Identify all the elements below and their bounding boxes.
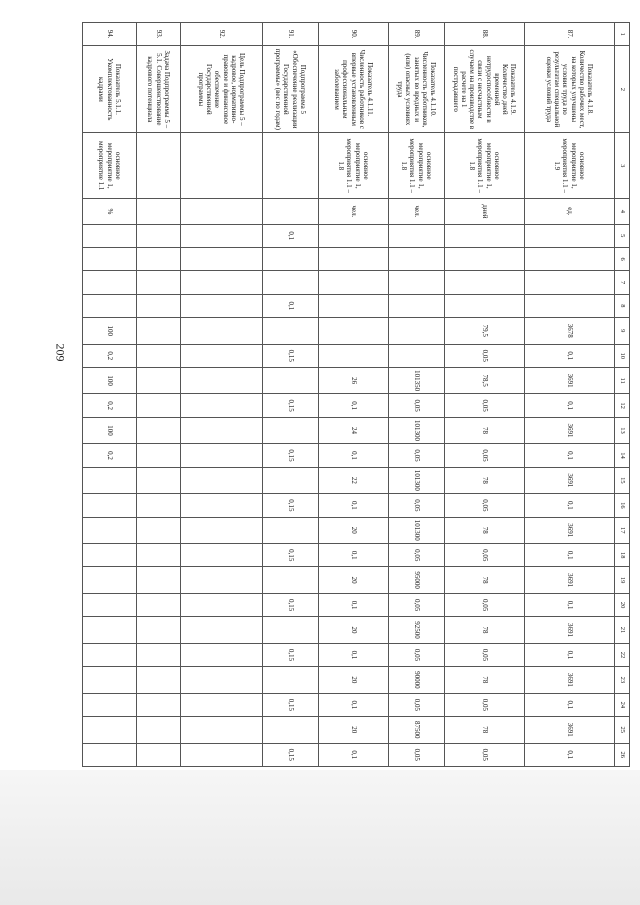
indicator-name: Показатель 4.1.9. Количество дней временной нетрудоспособности в связи с несчастным случаем на производстве в расчете на 1 пострадавшего (445, 46, 525, 133)
value-cell: 78 (445, 617, 525, 644)
value-cell: 0,15 (263, 494, 319, 517)
value-cell: 0,15 (263, 643, 319, 666)
value-cell (181, 367, 263, 394)
value-cell: 0,05 (445, 593, 525, 616)
value-cell: 95000 (389, 567, 445, 594)
row-number: 87. (525, 23, 615, 46)
table-row (263, 23, 319, 767)
value-cell (389, 224, 445, 247)
value-cell (263, 617, 319, 644)
row-number: 94. (83, 23, 137, 46)
value-cell: 0,05 (389, 593, 445, 616)
value-cell (181, 444, 263, 467)
value-cell: 0,05 (389, 693, 445, 716)
column-header: 24 (615, 693, 630, 716)
value-cell (181, 318, 263, 345)
value-cell (319, 224, 389, 247)
table-row (525, 23, 615, 767)
event-reference (137, 133, 181, 199)
column-header: 26 (615, 743, 630, 766)
indicator-name: Показатель 5.1.1. Укомплектованность кадрами (83, 46, 137, 133)
column-header: 20 (615, 593, 630, 616)
event-reference: основное мероприятие 1, мероприятия 1.1 – 1.8 (445, 133, 525, 199)
value-cell: 0,1 (319, 444, 389, 467)
value-cell: 0,1 (525, 444, 615, 467)
value-cell (263, 271, 319, 294)
value-cell (525, 247, 615, 270)
value-cell (83, 271, 137, 294)
value-cell (83, 517, 137, 544)
value-cell: 0,05 (445, 743, 525, 766)
value-cell (263, 517, 319, 544)
value-cell: 78 (445, 417, 525, 444)
value-cell (83, 693, 137, 716)
value-cell: 20 (319, 667, 389, 694)
column-header: 3 (615, 133, 630, 199)
column-header: 12 (615, 394, 630, 417)
event-reference: основное мероприятие 1, мероприятия 1.1 – 1.9 (525, 133, 615, 199)
value-cell (525, 224, 615, 247)
value-cell (445, 224, 525, 247)
value-cell: 87500 (389, 717, 445, 744)
value-cell: 0,05 (445, 494, 525, 517)
value-cell: 78 (445, 517, 525, 544)
value-cell: 0,1 (319, 394, 389, 417)
value-cell (181, 517, 263, 544)
value-cell (263, 247, 319, 270)
value-cell: 20 (319, 517, 389, 544)
column-header: 5 (615, 224, 630, 247)
value-cell (389, 344, 445, 367)
value-cell: 100 (83, 417, 137, 444)
value-cell (137, 367, 181, 394)
column-header: 6 (615, 247, 630, 270)
column-header: 18 (615, 544, 630, 567)
value-cell (445, 294, 525, 317)
value-cell: 100 (83, 318, 137, 345)
row-number: 93. (137, 23, 181, 46)
unit-of-measure: ед. (525, 199, 615, 224)
value-cell (137, 667, 181, 694)
value-cell (181, 271, 263, 294)
value-cell (389, 271, 445, 294)
value-cell (319, 344, 389, 367)
value-cell (181, 394, 263, 417)
column-header: 7 (615, 271, 630, 294)
column-header: 13 (615, 417, 630, 444)
value-cell (263, 467, 319, 494)
value-cell (263, 367, 319, 394)
value-cell: 0,1 (319, 693, 389, 716)
table-row (83, 23, 137, 767)
indicator-name: Показатель 4.1.11. Численность работников с впервые установленным профессиональным заболеванием (319, 46, 389, 133)
value-cell (181, 494, 263, 517)
table-row (319, 23, 389, 767)
table-row (181, 23, 263, 767)
unit-of-measure (263, 199, 319, 224)
value-cell: 0,1 (525, 544, 615, 567)
value-cell: 0,1 (525, 643, 615, 666)
value-cell: 0,05 (445, 693, 525, 716)
column-header: 2 (615, 46, 630, 133)
value-cell: 0,15 (263, 693, 319, 716)
value-cell (83, 494, 137, 517)
value-cell (181, 693, 263, 716)
column-header: 19 (615, 567, 630, 594)
value-cell (319, 271, 389, 294)
value-cell (83, 294, 137, 317)
value-cell: 0,05 (445, 444, 525, 467)
table-row (389, 23, 445, 767)
value-cell (83, 224, 137, 247)
value-cell (83, 593, 137, 616)
value-cell (181, 417, 263, 444)
column-header: 16 (615, 494, 630, 517)
value-cell (263, 667, 319, 694)
value-cell: 0,15 (263, 444, 319, 467)
row-number: 91. (263, 23, 319, 46)
row-number: 92. (181, 23, 263, 46)
value-cell (319, 247, 389, 270)
value-cell (445, 247, 525, 270)
value-cell: 0,15 (263, 743, 319, 766)
value-cell: 78 (445, 567, 525, 594)
value-cell: 0,1 (319, 593, 389, 616)
value-cell (263, 318, 319, 345)
value-cell (389, 294, 445, 317)
value-cell (137, 643, 181, 666)
value-cell (83, 567, 137, 594)
value-cell (137, 467, 181, 494)
value-cell: 0,1 (525, 593, 615, 616)
value-cell: 0,1 (319, 743, 389, 766)
column-header: 25 (615, 717, 630, 744)
value-cell: 20 (319, 617, 389, 644)
value-cell (137, 247, 181, 270)
value-cell (137, 224, 181, 247)
value-cell: 101300 (389, 467, 445, 494)
unit-of-measure: дней (445, 199, 525, 224)
value-cell (83, 467, 137, 494)
unit-of-measure: чел. (389, 199, 445, 224)
value-cell: 0,1 (319, 494, 389, 517)
value-cell: 0,1 (525, 394, 615, 417)
value-cell: 78 (445, 667, 525, 694)
row-number: 88. (445, 23, 525, 46)
row-number: 89. (389, 23, 445, 46)
value-cell (83, 743, 137, 766)
row-number: 90. (319, 23, 389, 46)
value-cell (389, 247, 445, 270)
value-cell (137, 394, 181, 417)
value-cell: 0,05 (389, 743, 445, 766)
value-cell (83, 544, 137, 567)
event-reference: основное мероприятие 1, мероприятия 1.1 – 1.8 (319, 133, 389, 199)
value-cell: 101350 (389, 367, 445, 394)
value-cell (181, 544, 263, 567)
value-cell (181, 667, 263, 694)
value-cell (181, 467, 263, 494)
value-cell (83, 717, 137, 744)
value-cell: 0,1 (525, 344, 615, 367)
column-header: 17 (615, 517, 630, 544)
value-cell (181, 617, 263, 644)
value-cell: 0,1 (263, 224, 319, 247)
value-cell: 20 (319, 717, 389, 744)
indicator-name: Показатель 4.1.8. Количество рабочих мест, на которых улучшены условия труда по результатам специальной оценки условий труда (525, 46, 615, 133)
indicator-name: Подпрограмма 5 «Обеспечение реализации Государственной программы» (вес по годам) (263, 46, 319, 133)
value-cell (83, 667, 137, 694)
table-row (445, 23, 525, 767)
value-cell (181, 294, 263, 317)
column-header: 1 (615, 23, 630, 46)
value-cell: 3691 (525, 567, 615, 594)
value-cell: 0,05 (445, 344, 525, 367)
value-cell: 0,15 (263, 593, 319, 616)
value-cell (137, 693, 181, 716)
event-reference (263, 133, 319, 199)
value-cell: 0,1 (525, 743, 615, 766)
value-cell (137, 517, 181, 544)
value-cell: 0,1 (525, 693, 615, 716)
value-cell: 3691 (525, 517, 615, 544)
value-cell: 0,2 (83, 444, 137, 467)
value-cell: 0,15 (263, 544, 319, 567)
value-cell: 78 (445, 717, 525, 744)
value-cell (181, 224, 263, 247)
value-cell (137, 444, 181, 467)
page-number: 209 (53, 343, 68, 362)
value-cell: 20 (319, 567, 389, 594)
value-cell (137, 271, 181, 294)
value-cell: 0,05 (445, 544, 525, 567)
value-cell (137, 743, 181, 766)
indicator-name: Задача Подпрограммы 5 – 5.1. Совершенствование кадрового потенциала (137, 46, 181, 133)
value-cell (319, 294, 389, 317)
value-cell: 22 (319, 467, 389, 494)
value-cell (137, 294, 181, 317)
value-cell: 0,2 (83, 344, 137, 367)
value-cell: 101300 (389, 517, 445, 544)
value-cell (181, 743, 263, 766)
value-cell (389, 318, 445, 345)
value-cell: 90000 (389, 667, 445, 694)
unit-of-measure: % (83, 199, 137, 224)
value-cell: 0,05 (445, 643, 525, 666)
value-cell: 24 (319, 417, 389, 444)
value-cell: 0,05 (389, 544, 445, 567)
value-cell: 100 (83, 367, 137, 394)
value-cell (83, 643, 137, 666)
value-cell: 0,1 (263, 294, 319, 317)
value-cell: 101300 (389, 417, 445, 444)
value-cell: 0,05 (445, 394, 525, 417)
column-header: 11 (615, 367, 630, 394)
column-header: 10 (615, 344, 630, 367)
value-cell: 0,05 (389, 494, 445, 517)
value-cell: 0,05 (389, 643, 445, 666)
value-cell: 78,5 (445, 367, 525, 394)
value-cell: 0,15 (263, 394, 319, 417)
column-header: 4 (615, 199, 630, 224)
column-header: 14 (615, 444, 630, 467)
unit-of-measure: чел. (319, 199, 389, 224)
value-cell (525, 294, 615, 317)
value-cell (263, 567, 319, 594)
indicator-table (82, 22, 630, 767)
value-cell (525, 271, 615, 294)
value-cell (137, 717, 181, 744)
value-cell: 0,15 (263, 344, 319, 367)
value-cell: 3691 (525, 617, 615, 644)
value-cell (137, 544, 181, 567)
value-cell: 92500 (389, 617, 445, 644)
value-cell (83, 617, 137, 644)
column-header: 22 (615, 643, 630, 666)
event-reference (181, 133, 263, 199)
value-cell: 78 (445, 467, 525, 494)
value-cell (137, 318, 181, 345)
header-row (615, 23, 630, 767)
value-cell (181, 344, 263, 367)
value-cell (181, 247, 263, 270)
event-reference: основное мероприятие 1, мероприятия 1.1 – 1.8 (389, 133, 445, 199)
value-cell (137, 593, 181, 616)
value-cell: 3691 (525, 417, 615, 444)
value-cell (137, 494, 181, 517)
event-reference: основное мероприятие 1, мероприятие 1.1 (83, 133, 137, 199)
value-cell (263, 717, 319, 744)
value-cell: 3691 (525, 667, 615, 694)
unit-of-measure (181, 199, 263, 224)
column-header: 9 (615, 318, 630, 345)
column-header: 21 (615, 617, 630, 644)
value-cell: 3691 (525, 367, 615, 394)
value-cell: 79,5 (445, 318, 525, 345)
indicator-name: Цель Подпрограммы 5 – кадровое, нормативно-правовое и финансовое обеспечение Государственной программы (181, 46, 263, 133)
value-cell (319, 318, 389, 345)
indicator-name: Показатель 4.1.10. Численность работников, занятых во вредных и (или) опасных условиях труда (389, 46, 445, 133)
value-cell: 3691 (525, 717, 615, 744)
table-row (137, 23, 181, 767)
value-cell (181, 643, 263, 666)
column-header: 15 (615, 467, 630, 494)
unit-of-measure (137, 199, 181, 224)
value-cell: 3691 (525, 467, 615, 494)
value-cell: 3678 (525, 318, 615, 345)
value-cell: 0,1 (319, 544, 389, 567)
value-cell: 0,1 (319, 643, 389, 666)
value-cell (263, 417, 319, 444)
value-cell: 26 (319, 367, 389, 394)
value-cell: 0,05 (389, 394, 445, 417)
value-cell: 0,1 (525, 494, 615, 517)
value-cell (137, 417, 181, 444)
scan-shadow (0, 770, 640, 905)
value-cell (137, 344, 181, 367)
value-cell (445, 271, 525, 294)
value-cell: 0,2 (83, 394, 137, 417)
value-cell (181, 593, 263, 616)
value-cell (83, 247, 137, 270)
value-cell (137, 567, 181, 594)
rotated-table-wrapper (82, 22, 630, 767)
column-header: 8 (615, 294, 630, 317)
value-cell (137, 617, 181, 644)
value-cell (181, 717, 263, 744)
value-cell: 0,05 (389, 444, 445, 467)
column-header: 23 (615, 667, 630, 694)
value-cell (181, 567, 263, 594)
